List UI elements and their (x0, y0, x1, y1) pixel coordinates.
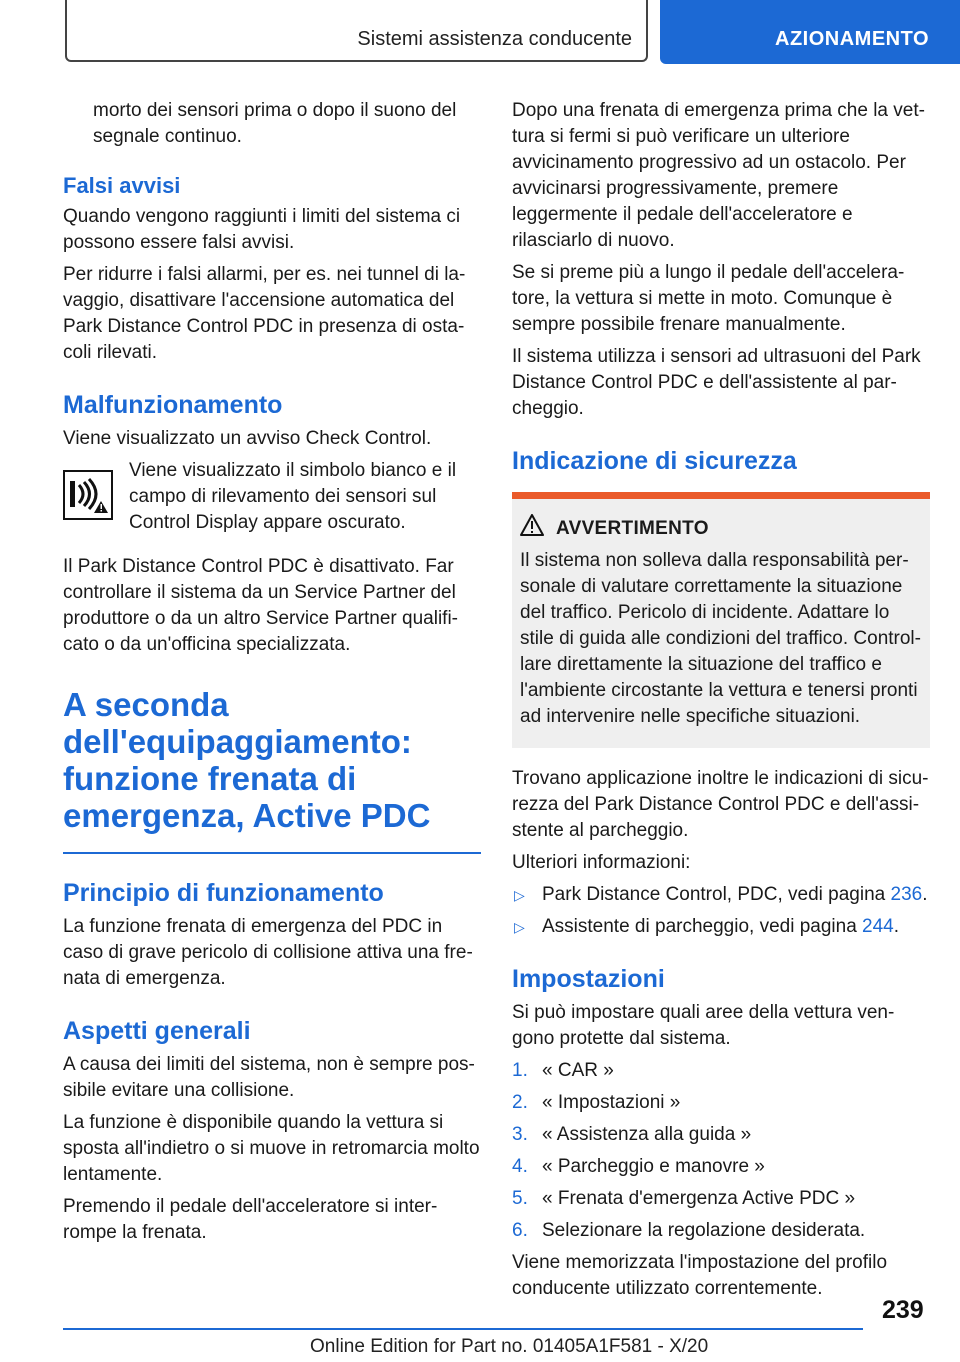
header-chapter-tab[interactable] (660, 0, 960, 64)
paragraph: La funzione frenata di emergenza del PDC in caso di grave pericolo di collisione attiva una frenata di emergenza. (63, 916, 473, 989)
list-item: 6. Selezionare la regolazione desiderata. (512, 1220, 866, 1241)
footer-edition: Online Edition for Part no. 01405A1F581 - X/20 (310, 1336, 709, 1357)
heading-aspetti-generali: Aspetti generali (63, 1017, 251, 1045)
steps-list (512, 1058, 930, 1244)
paragraph: Quando vengono raggiunti i limiti del sistema ci possono essere falsi avvisi. (63, 206, 461, 253)
pdc-sensor-icon (63, 470, 113, 520)
reference-list (512, 882, 930, 940)
warning-triangle-icon (520, 514, 544, 544)
heading-malfunzionamento: Malfunzionamento (63, 391, 283, 419)
left-column (63, 98, 481, 1252)
paragraph: Ulteriori informazioni: (512, 852, 691, 873)
paragraph: Il Park Distance Control PDC è disattivato. Far controllare il sistema da un Service Partner del produttore o da un altro Service Partner qualificato o da un'officina specializzata. (63, 556, 458, 655)
paragraph: Per ridurre i falsi allarmi, per es. nei tunnel di lavaggio, disattivare l'accensione automatica del Park Distance Control PDC in presenza di ostacoli rilevati. (63, 264, 466, 363)
page-number: 239 (882, 1296, 924, 1324)
list-item: 2. « Impostazioni » (512, 1092, 681, 1113)
main-section-title: A seconda dell'equipaggiamento: funzione frenata di emergenza, Active PDC (63, 686, 481, 854)
heading-impostazioni: Impostazioni (512, 965, 665, 993)
footer-divider (63, 1328, 863, 1330)
paragraph: Viene memorizzata l'impostazione del profilo conducente utilizzato correntemente. (512, 1252, 888, 1299)
heading-sicurezza: Indicazione di sicurezza (512, 447, 797, 475)
warning-title: AVVERTIMENTO (556, 518, 709, 539)
paragraph: La funzione è disponibile quando la vettura si sposta all'indietro o si muove in retromarcia molto lentamente. (63, 1112, 480, 1185)
paragraph: Dopo una frenata di emergenza prima che la vettura si fermi si può verificare un ulteriore avvicinamento progressivo ad un ostacolo. Per avvicinarsi progressivamente, premere leggermente il pedale dell'acceleratore e rilasciarlo di nuovo. (512, 100, 925, 251)
right-column (512, 98, 930, 1308)
list-item: 5. « Frenata d'emergenza Active PDC » (512, 1188, 856, 1209)
warning-box (512, 492, 930, 748)
paragraph: A causa dei limiti del sistema, non è sempre possibile evitare una collisione. (63, 1054, 475, 1101)
warning-header (520, 492, 922, 544)
page-link[interactable]: 236 (890, 884, 923, 905)
paragraph: Trovano applicazione inoltre le indicazioni di sicurezza del Park Distance Control PDC e dell'assistente al parcheggio. (512, 768, 929, 841)
paragraph: Se si preme più a lungo il pedale dell'acceleratore, la vettura si mette in moto. Comunque è sempre possibile frenare manualmente. (512, 262, 905, 335)
warning-text: Il sistema non solleva dalla responsabilità personale di valutare correttamente la situazione del traffico. Pericolo di incidente. Adattare lo stile di guida alle condizioni del traffico. Controllare direttamente la situazione del traffico e l'ambiente circostante la vettura e tenersi pronti ad intervenire nelle specifiche situazioni. (520, 550, 921, 727)
paragraph: Il sistema utilizza i sensori ad ultrasuoni del Park Distance Control PDC e dell'assistente al parcheggio. (512, 346, 921, 419)
list-item: ▷ Assistente di parcheggio, vedi pagina 244. (512, 914, 930, 940)
heading-falsi-avvisi: Falsi avvisi (63, 173, 181, 198)
paragraph: Premendo il pedale dell'acceleratore si interrompe la frenata. (63, 1196, 438, 1243)
icon-note (63, 458, 481, 536)
header-section-title: Sistemi assistenza conducente (357, 28, 632, 50)
intro-paragraph: morto dei sensori prima o dopo il suono del segnale continuo. (93, 100, 457, 147)
icon-note-text: Viene visualizzato il simbolo bianco e il campo di rilevamento dei sensori sul Control Display appare oscurato. (129, 460, 457, 533)
arrow-bullet-icon: ▷ (514, 919, 525, 935)
header-section-tab (65, 0, 648, 62)
paragraph: Si può impostare quali aree della vettura vengono protette dal sistema. (512, 1002, 895, 1049)
list-item: 3. « Assistenza alla guida » (512, 1124, 752, 1145)
heading-principio: Principio di funzionamento (63, 879, 384, 907)
arrow-bullet-icon: ▷ (514, 887, 525, 903)
list-item: 4. « Parcheggio e manovre » (512, 1156, 765, 1177)
header-chapter-title: AZIONAMENTO (775, 28, 930, 50)
page-link[interactable]: 244 (862, 916, 894, 937)
list-item: 1. « CAR » (512, 1060, 614, 1081)
list-item: ▷ Park Distance Control, PDC, vedi pagina 236. (512, 882, 930, 908)
paragraph: Viene visualizzato un avviso Check Control. (63, 428, 432, 449)
